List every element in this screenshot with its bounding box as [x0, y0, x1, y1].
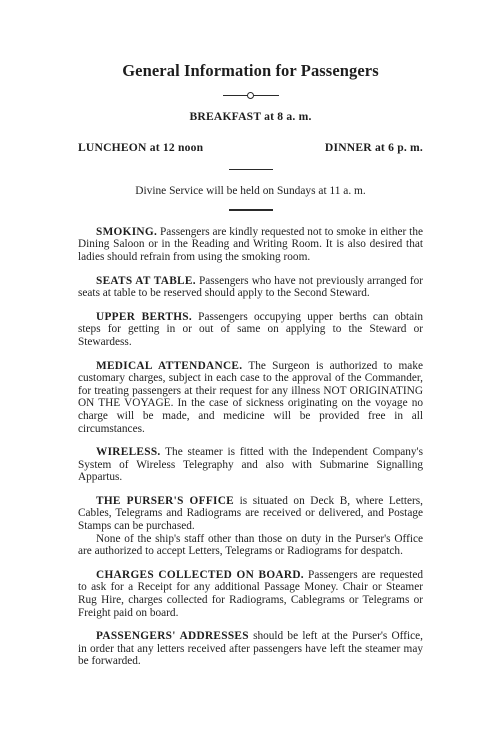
seats-text: Passengers who have not previously arranged for seats at table to be reserved should apply to the Second Steward. — [78, 274, 423, 300]
smoking-text: Passengers are kindly requested not to smoke in either the Dining Saloon or in the Reading and Writing Room. It is also desired that ladies should refrain from using the smoking room. — [78, 225, 423, 263]
wireless-section — [78, 446, 423, 484]
purser-section — [78, 495, 423, 533]
meal-times-row — [78, 141, 423, 154]
seats-section — [78, 275, 423, 300]
berths-section — [78, 311, 423, 349]
berths-text: Passengers occupying upper berths can obtain steps for getting in or out of same on applying to the Steward or Stewardess. — [78, 310, 423, 348]
charges-heading: CHARGES COLLECTED ON BOARD. — [96, 568, 304, 581]
ornament-divider — [223, 91, 279, 99]
dinner-time: DINNER at 6 p. m. — [324, 141, 423, 154]
charges-text: Passengers are requested to ask for a Receipt for any additional Passage Money. Chair or Steamer Rug Hire, charges collected for Radiograms, Cablegrams or Telegrams or Freight paid on board. — [78, 568, 423, 619]
smoking-section — [78, 226, 423, 264]
purser-heading: THE PURSER'S OFFICE — [96, 494, 235, 507]
ornament-dot — [247, 92, 254, 99]
wireless-heading: WIRELESS. — [96, 446, 161, 459]
addresses-text: should be left at the Purser's Office, in order that any letters received after passengers have left the steamer may be forwarded. — [78, 630, 423, 668]
breakfast-time: BREAKFAST at 8 a. m. — [189, 110, 312, 123]
wireless-text: The steamer is fitted with the Independent Company's System of Wireless Telegraphy and also with Submarine Signalling Appartus. — [78, 446, 423, 484]
seats-heading: SEATS AT TABLE. — [96, 274, 196, 287]
charges-section — [78, 569, 423, 619]
smoking-heading: SMOKING. — [96, 225, 158, 238]
addresses-section — [78, 630, 423, 668]
purser-text: is situated on Deck B, where Letters, Cables, Telegrams and Radiograms are received or delivered, and Postage Stamps can be purchased. — [78, 494, 424, 533]
page-title: General Information for Passengers — [122, 61, 379, 80]
medical-section — [78, 360, 423, 436]
addresses-heading: PASSENGERS' ADDRESSES — [96, 630, 249, 643]
luncheon-time: LUNCHEON at 12 noon — [78, 141, 204, 154]
medical-text-a: The Surgeon is authorized to make customary charges, subject in each case to the approval of the Commander, for treating passengers at their request for any illness — [78, 359, 423, 397]
divider-rule — [229, 169, 273, 170]
berths-heading: UPPER BERTHS. — [96, 310, 192, 323]
medical-text-b: In the case of sickness originating on the voyage no charge will be made, and medicine will be provided free in all circumstances. — [78, 397, 424, 435]
medical-heading: MEDICAL ATTENDANCE. — [96, 359, 243, 372]
divine-service-notice: Divine Service will be held on Sundays at 11 a. m. — [135, 185, 366, 198]
medical-emphasis: NOT ORIGINATING ON THE VOYAGE. — [78, 384, 423, 410]
divider-rule-2 — [229, 209, 273, 210]
purser-staff-note: None of the ship's staff other than those on duty in the Purser's Office are authorized to accept Letters, Telegrams or Radiograms for despatch. — [78, 532, 423, 558]
